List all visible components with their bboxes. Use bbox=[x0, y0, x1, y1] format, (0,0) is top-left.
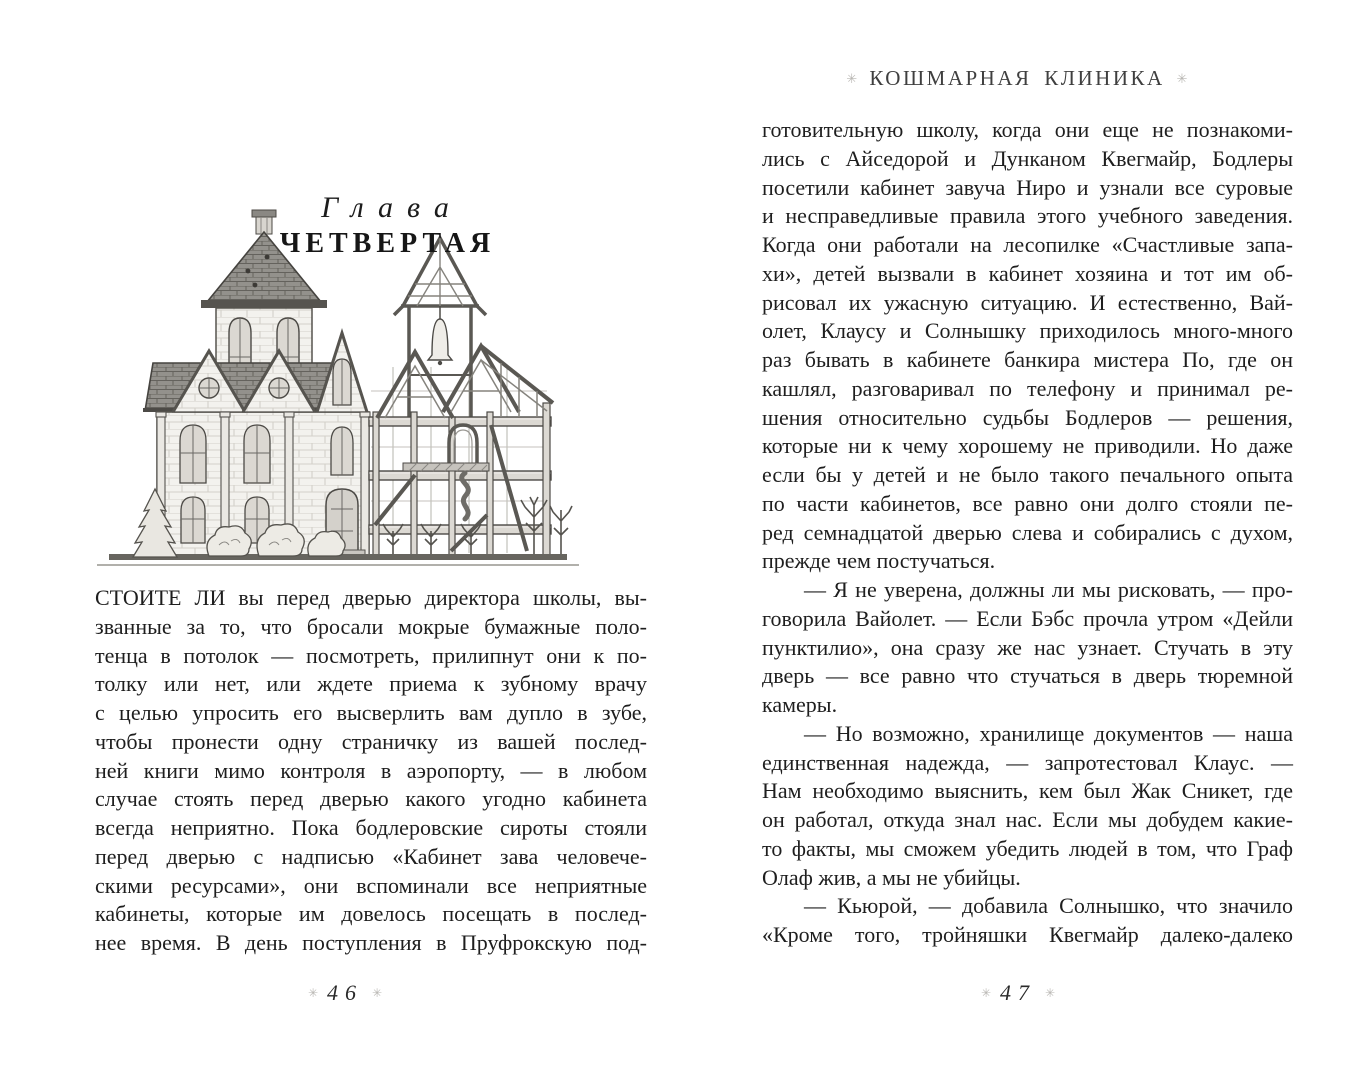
text-line: единственная надежда, — запротестовал Клаус. — bbox=[762, 749, 1293, 775]
chapter-title: ЧЕТВЕРТАЯ bbox=[279, 228, 496, 259]
text-line: и несправедливые правила этого учебного заведения. bbox=[762, 203, 1293, 229]
chapter-illustration-wrap bbox=[97, 205, 579, 571]
text-line: ред семнадцатой дверью слева и собирались с духом, bbox=[762, 519, 1293, 545]
text-line: перед дверью с надписью «Кабинет зава человече- bbox=[95, 843, 647, 869]
text-line: толку или нет, или ждете приема к зубному врачу bbox=[95, 671, 647, 697]
running-header bbox=[762, 66, 1272, 91]
text-line: Когда они работали на лесопилке «Счастливые запа- bbox=[762, 232, 1293, 257]
text-line: он работал, откуда знал нас. Если мы добудем какие- bbox=[762, 807, 1293, 832]
asterisk-mark: ✳ bbox=[372, 986, 383, 1000]
page-number-value: 46 bbox=[327, 980, 363, 1005]
text-line: Нам необходимо выяснить, кем был Жак Сникет, где bbox=[762, 778, 1293, 804]
text-line: тенца в потолок — посмотреть, прилипнут они к по- bbox=[95, 642, 647, 668]
right-page bbox=[762, 0, 1293, 1080]
text-line: то факты, мы сможем убедить людей в том, что Граф bbox=[762, 835, 1293, 861]
left-page bbox=[95, 0, 647, 1080]
chapter-heading bbox=[140, 193, 630, 258]
text-line: СТОИТЕ ЛИ вы перед дверью директора школы, вы- bbox=[95, 585, 647, 610]
text-line: прежде чем постучаться. bbox=[762, 548, 996, 574]
text-line: камеры. bbox=[762, 692, 838, 717]
text-line: — Кьюрой, — добавила Солнышко, что значило bbox=[804, 893, 1293, 919]
text-line: — Но возможно, хранилище документов — наша bbox=[804, 720, 1293, 746]
text-line: нее время. В день поступления в Пруфрокскую под- bbox=[95, 930, 647, 955]
chapter-label: Глава bbox=[321, 191, 463, 224]
text-line: посетили кабинет завуча Ниро и узнали все суровые bbox=[762, 174, 1293, 200]
right-page-body bbox=[762, 116, 1293, 950]
half-built-house-illustration bbox=[97, 205, 579, 571]
text-line: с целью упросить его высверлить вам дупло в зубе, bbox=[95, 700, 647, 725]
text-line: хи», детей вызвали в кабинет хозяина и тот им об- bbox=[762, 260, 1293, 286]
text-line: если бы у детей и не было такого печального опыта bbox=[762, 462, 1293, 487]
text-line: готовительную школу, когда они еще не познакоми- bbox=[762, 117, 1293, 142]
left-page-number bbox=[95, 980, 595, 1006]
text-line: всегда неприятно. Пока бодлеровские сироты стояли bbox=[95, 815, 647, 840]
text-line: рисовал их ужасную ситуацию. И естественно, Вай- bbox=[762, 289, 1293, 315]
right-page-number bbox=[762, 980, 1274, 1006]
text-line: ней книги мимо контроля в аэропорту, — в любом bbox=[95, 757, 647, 783]
asterisk-mark: ✳ bbox=[846, 72, 858, 87]
text-line: дверь — все равно что стучаться в дверь тюремной bbox=[762, 663, 1293, 689]
asterisk-mark: ✳ bbox=[980, 986, 991, 1000]
asterisk-mark: ✳ bbox=[1045, 986, 1056, 1000]
page-number-value: 47 bbox=[1000, 980, 1036, 1005]
text-line: кашлял, разговаривал по телефону и принимал ре- bbox=[762, 375, 1293, 401]
text-line: олет, Клаусу и Солнышку приходилось много-много bbox=[762, 318, 1293, 344]
text-line: говорила Вайолет. — Если Бэбс прочла утром «Дейли bbox=[762, 605, 1293, 631]
text-line: лись с Айседорой и Дунканом Квегмайр, Бодлеры bbox=[762, 145, 1293, 171]
text-line: Олаф жив, а мы не убийцы. bbox=[762, 864, 1021, 890]
text-line: по части кабинетов, все равно они долго стояли пе- bbox=[762, 490, 1293, 516]
asterisk-mark: ✳ bbox=[1176, 72, 1188, 87]
text-line: случае стоять перед дверью какого угодно кабинета bbox=[95, 786, 647, 812]
text-line: — Я не уверена, должны ли мы рисковать, — про- bbox=[804, 577, 1293, 602]
text-line: раз бывать в кабинете банкира мистера По, где он bbox=[762, 347, 1293, 372]
text-line: пунктилио», она сразу же нас узнает. Стучать в эту bbox=[762, 634, 1293, 660]
text-line: званные за то, что бросали мокрые бумажные поло- bbox=[95, 613, 647, 639]
text-line: которые ни к чему хорошему не приводили. Но даже bbox=[762, 433, 1293, 459]
text-line: «Кроме того, тройняшки Квегмайр далеко-далеко bbox=[762, 922, 1293, 947]
text-line: шения относительно судьбы Бодлеров — решения, bbox=[762, 404, 1293, 430]
text-line: кабинеты, которые им довелось посещать в послед- bbox=[95, 901, 647, 927]
asterisk-mark: ✳ bbox=[307, 986, 318, 1000]
stone-house bbox=[143, 333, 370, 556]
left-page-body bbox=[95, 584, 647, 958]
running-header-title: КОШМАРНАЯ КЛИНИКА bbox=[869, 66, 1165, 90]
text-line: чтобы пронести одну страничку из вашей послед- bbox=[95, 728, 647, 754]
text-line: скими ресурсами», они вспоминали все неприятные bbox=[95, 872, 647, 898]
